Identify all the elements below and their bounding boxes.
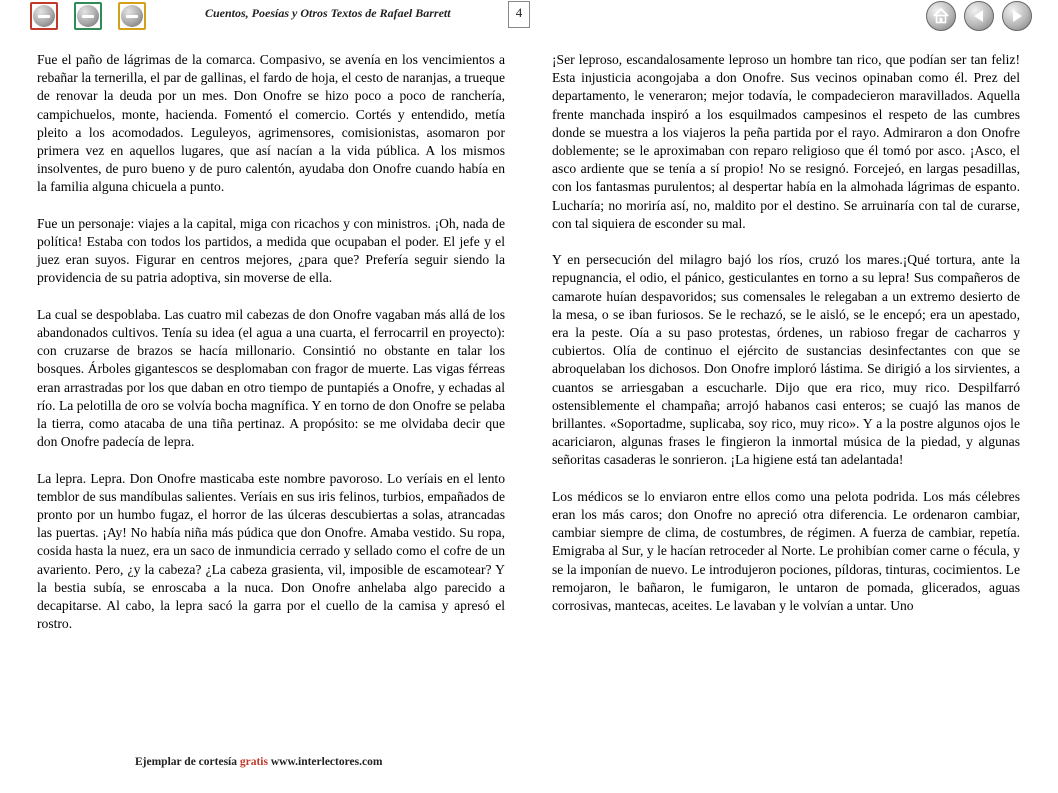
home-button[interactable] — [926, 1, 956, 31]
paragraph: Fue el paño de lágrimas de la comarca. Compasivo, se avenía en los vencimientos a rebañar la ternerilla, el par de gallinas, el fardo de hoja, el cesto de naranjas, a trueque de renovar la deuda por un mes. Don Onofre se hizo poco a poco de ranchería, campichuelos, monte, hacienda. Fomentó el comercio. Cortés y entendido, metía pleito a los acomodados. Leguleyos, agrimensores, comisionistas, asomaron por primera vez en aquellos lugares, que así nacían a la vida pública. A los mismos insolventes, de puro bueno y de puro calentón, ayudaba don Onofre cuando había en la familia alguna chicuela a punto. — [37, 52, 505, 195]
book-title: Cuentos, Poesías y Otros Textos de Rafael Barrett — [205, 6, 451, 20]
home-icon — [932, 7, 950, 25]
footer-prefix: Ejemplar de cortesía — [135, 756, 237, 768]
minimize-button-red[interactable] — [30, 2, 58, 30]
paragraph: La lepra. Lepra. Don Onofre masticaba este nombre pavoroso. Lo veríais en el lento temblor de sus mandíbulas salientes. Veríais en sus iris felinos, turbios, empañados de pronto por un humbo fugaz, el horror de las úlceras descubiertas a solas, atrancadas las puertas. ¡Ay! No había niña más púdica que don Onofre. Amaba vestido. Su ropa, cosida hasta la nuez, era un saco de inmundicia cerrado y sellado como el cofre de un avariento. Pero, ¿y la cabeza? ¿La cabeza grasienta, vil, imposible de escamotear? Y la bestia subía, se enroscaba a la nuca. Don Onofre anhelaba algo parecido a decapitarse. Al cabo, la lepra sacó la garra por el cuello de la camisa y apresó el rostro. — [37, 470, 505, 632]
previous-page-button[interactable] — [964, 1, 994, 31]
footer — [135, 756, 382, 768]
left-column — [37, 51, 505, 652]
page-number: 4 — [508, 1, 530, 28]
arrow-left-icon — [971, 8, 987, 24]
footer-site-link[interactable]: www.interlectores.com — [270, 756, 383, 768]
arrow-right-icon — [1009, 8, 1025, 24]
paragraph: La cual se despoblaba. Las cuatro mil cabezas de don Onofre vagaban más allá de los abandonados cultivos. Tenía su idea (el agua a una cuarta, el ferrocarril en proyecto): con cruzarse de brazos se hacía millonario. Consintió no obstante en talar los bosques. Árboles gigantescos se desplomaban con fragor de muerte. Las vigas férreas eran arrastradas por los que daban en otro tiempo de puntapiés a Onofre, y echadas al río. La pelotilla de oro se volvía bocha magnífica. Y en torno de don Onofre se pelaba la tierra, como atacaba de una tiña pertinaz. A propósito: se me olvidaba decir que don Onofre padecía de lepra. — [37, 306, 505, 450]
minimize-button-yellow[interactable] — [118, 2, 146, 30]
footer-accent-word: gratis — [239, 756, 268, 768]
paragraph: Fue un personaje: viajes a la capital, miga con ricachos y con ministros. ¡Oh, nada de política! Estaba con todos los partidos, a medida que ocupaban el poder. El jefe y el juez eran suyos. Figurar en centros mejores, ¿para que? Prefería seguir siendo la providencia de su patria adoptiva, sin moverse de ella. — [37, 215, 505, 286]
minimize-icon — [121, 5, 143, 27]
paragraph: Los médicos se lo enviaron entre ellos como una pelota podrida. Los más célebres eran los más caros; don Onofre no apreció otra diferencia. Le ordenaron cambiar, cambiar siempre de clima, de costumbres, de régimen. A fuerza de cambiar, repetía. Emigraba al Sur, y le hacían retroceder al Norte. Le prohibían comer carne o fécula, y se la imponían de nuevo. Le introdujeron pociones, píldoras, tinturas, cocimientos. Le remojaron, le bañaron, le fumigaron, le untaron de pomada, glicerados, aguas corrosivas, mantecas, aceites. Le lavaban y le volvían a untar. Uno — [552, 488, 1020, 614]
paragraph: Y en persecución del milagro bajó los ríos, cruzó los mares.¡Qué tortura, ante la repugnancia, el odio, el pánico, gesticulantes en torno a su lepra! Sus compañeros de camarote huían despavoridos; sus comensales le relegaban a un extremo desierto de la mesa, o se iban furiosos. Se le rechazó, se le aisló, se le encepó; era un apestado, era la peste. Oía a su paso protestas, órdenes, un rabioso fregar de cacharros y cubiertos. Olía de continuo el ejército de sustancias desinfectantes con que se abroquelaban los dichosos. Don Onofre imploró lástima. Se dirigió a los sirvientes, a cuantos se arriesgaban a escucharle. Dijo que era rico, muy rico. Despilfarró ostensiblemente el champaña; arrojó habanos casi enteros; se cuajó las manos de brillantes. «Soportadme, suplicaba, soy rico, muy rico». Y a la postre algunos ojos le acariciaron, algunas frases le fingieron la inmortal música de la piedad, y algunas señoritas casaderas le sonrieron. ¡La higiene está tan adelantada! — [552, 252, 1020, 468]
minimize-icon — [33, 5, 55, 27]
minimize-icon — [77, 5, 99, 27]
right-column — [552, 51, 1020, 633]
paragraph: ¡Ser leproso, escandalosamente leproso un hombre tan rico, que podían ser tan feliz! Esta injusticia acongojaba a don Onofre. Sus vecinos opinaban como él. Prez del departamento, le veneraron; mejor todavía, le compadecieron maravillados. Aquella frente manchada inspiró a los esquilmados campesinos el respeto de las cumbres donde se muestra a los viajeros la peña partida por el rayo. Admiraron a don Onofre doblemente; se le aproximaban con reparo religioso que él tomó por asco. ¡Asco, el asco ardiente que se tenía a sí propio! No se resignó. Forcejeó, en largas pesadillas, con los fantasmas purulentos; al despertar había en la almohada lágrimas de espanto. Lucharía; no moriría así, no, maldito por el destino. Se arruinaría con tal de curarse, con tal siquiera de esconder su mal. — [552, 52, 1020, 231]
minimize-button-green[interactable] — [74, 2, 102, 30]
next-page-button[interactable] — [1002, 1, 1032, 31]
